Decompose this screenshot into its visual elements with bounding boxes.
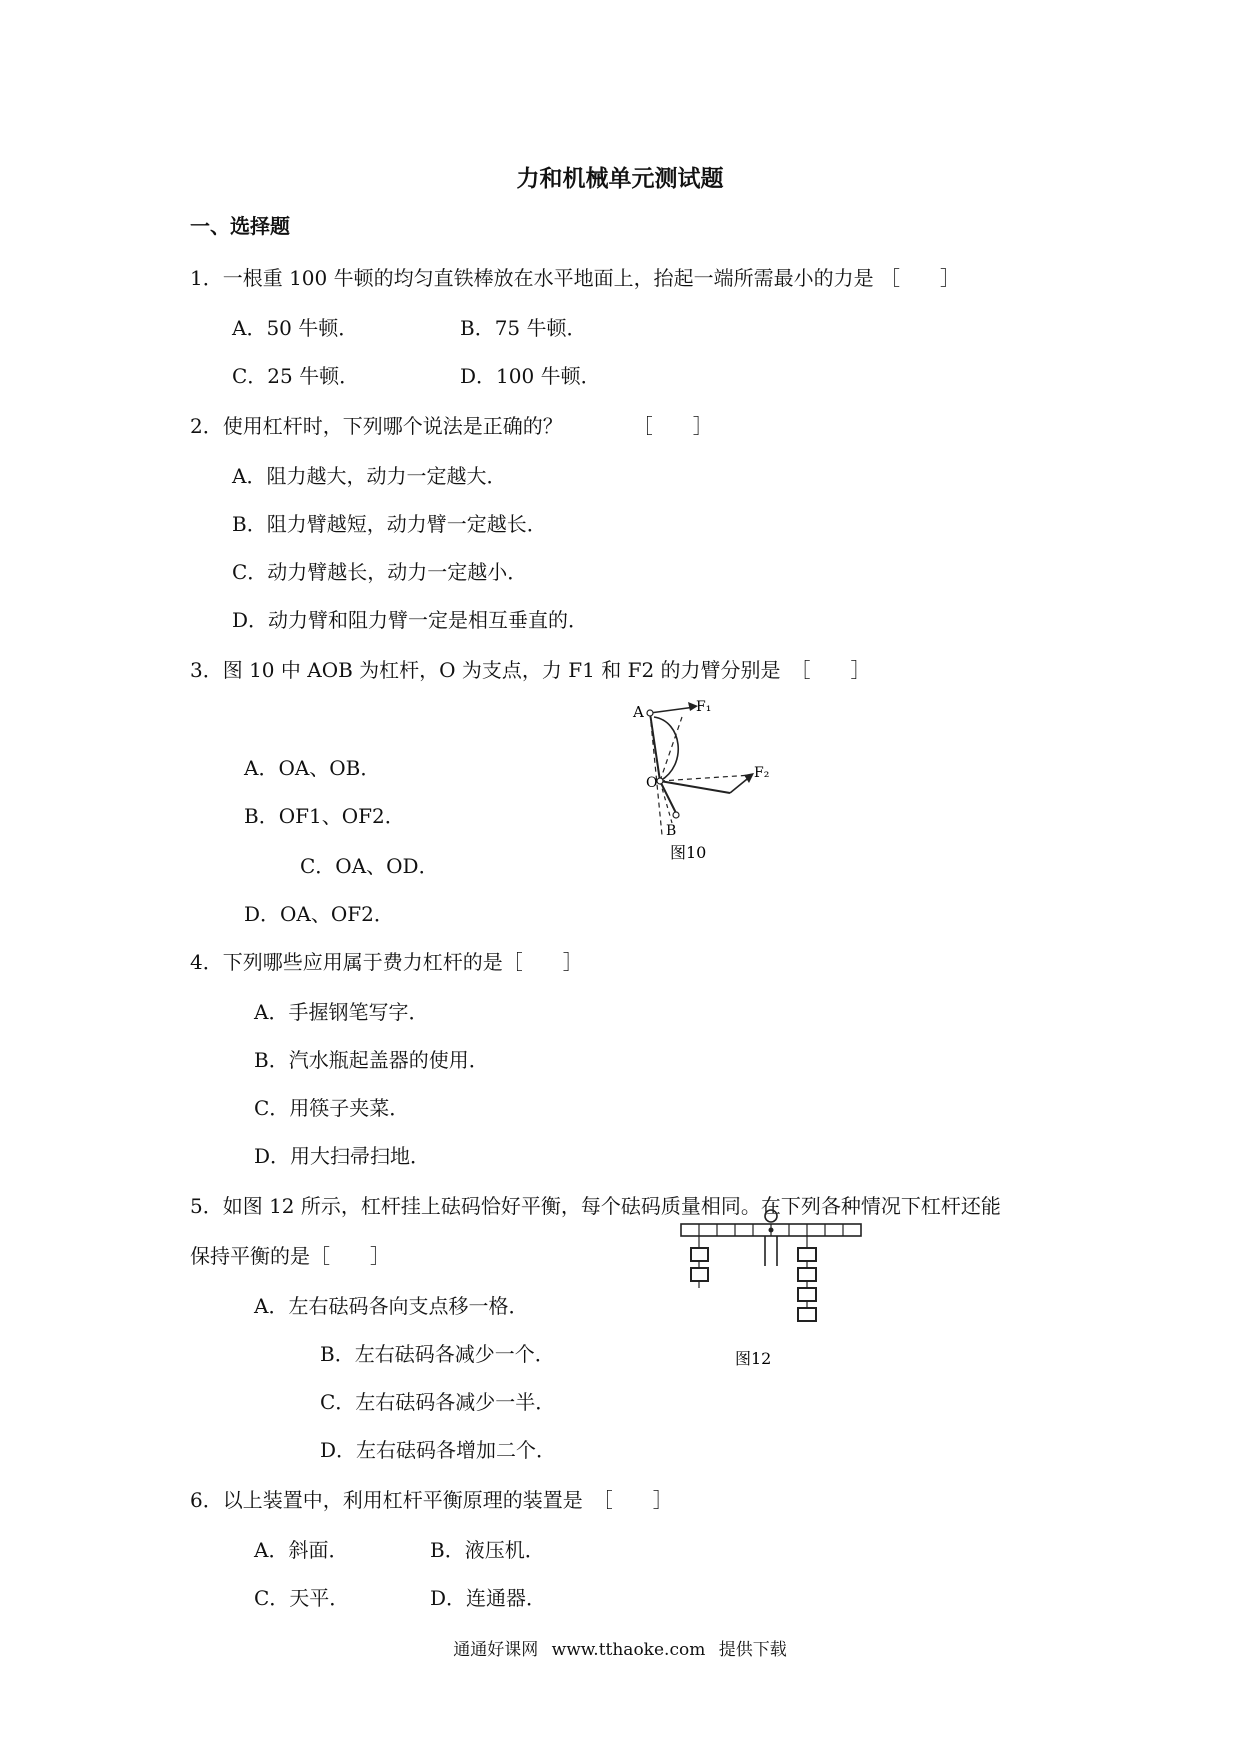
q1-option-d: D．100 牛顿．: [460, 364, 601, 388]
q6-option-c: C．天平．: [254, 1586, 350, 1610]
q1-option-c: C．25 牛顿．: [232, 364, 360, 388]
q6-option-a: A．斜面．: [254, 1538, 349, 1562]
q4-option-c: C．用筷子夹菜．: [254, 1096, 410, 1120]
figure-12-balance-lever: [675, 1208, 875, 1373]
q4-option-a: A．手握钢笔写字．: [254, 1000, 429, 1024]
fig10-label-f2: F₂: [754, 765, 770, 781]
q2-option-c: C．动力臂越长，动力一定越小．: [232, 560, 528, 584]
question-4: 4．下列哪些应用属于费力杠杆的是［ ］: [190, 950, 583, 974]
question-6: 6．以上装置中，利用杠杆平衡原理的装置是 ［ ］: [190, 1488, 673, 1512]
q3-option-b: B．OF1、OF2．: [244, 804, 405, 828]
question-2: 2．使用杠杆时，下列哪个说法是正确的？ ［ ］: [190, 414, 713, 438]
fig10-label-b: B: [666, 823, 677, 839]
figure-10-lever-diagram: [630, 695, 780, 870]
footer-site-name: 通通好课网: [453, 1640, 539, 1660]
q5-option-d: D．左右砝码各增加二个．: [320, 1438, 557, 1462]
q2-option-b: B．阻力臂越短，动力臂一定越长．: [232, 512, 547, 536]
q5-option-b: B．左右砝码各减少一个．: [320, 1342, 555, 1366]
q1-option-a: A．50 牛顿．: [232, 316, 359, 340]
fig10-label-f1: F₁: [696, 699, 712, 715]
page-footer: [0, 1635, 1240, 1660]
fig12-caption: 图12: [735, 1349, 772, 1368]
footer-suffix: 提供下载: [718, 1640, 787, 1660]
q2-option-a: A．阻力越大，动力一定越大．: [232, 464, 507, 488]
q5-option-a: A．左右砝码各向支点移一格．: [254, 1294, 529, 1318]
q6-option-b: B．液压机．: [430, 1538, 545, 1562]
q4-option-d: D．用大扫帚扫地．: [254, 1144, 431, 1168]
q1-option-b: B．75 牛顿．: [460, 316, 587, 340]
q4-option-b: B．汽水瓶起盖器的使用．: [254, 1048, 489, 1072]
q6-option-d: D．连通器．: [430, 1586, 547, 1610]
question-5-line-1: 5．如图 12 所示，杠杆挂上砝码恰好平衡，每个砝码质量相同。在下列各种情况下杠杆还能: [190, 1194, 1001, 1218]
fig10-label-o: O: [646, 775, 658, 791]
q3-option-a: A．OA、OB．: [244, 756, 381, 780]
question-3: 3．图 10 中 AOB 为杠杆，O 为支点，力 F1 和 F2 的力臂分别是 ［ ］: [190, 658, 871, 682]
question-1: 1．一根重 100 牛顿的均匀直铁棒放在水平地面上，抬起一端所需最小的力是 ［ ］: [190, 266, 960, 290]
page-title: 力和机械单元测试题: [516, 166, 724, 192]
q3-option-c: C．OA、OD．: [300, 854, 439, 878]
fig10-caption: 图10: [670, 843, 707, 862]
q5-option-c: C．左右砝码各减少一半．: [320, 1390, 556, 1414]
footer-url-link[interactable]: www.tthaoke.com: [551, 1640, 706, 1660]
question-5-line-2: 保持平衡的是［ ］: [190, 1244, 390, 1268]
q3-option-d: D．OA、OF2．: [244, 902, 394, 926]
q2-option-d: D．动力臂和阻力臂一定是相互垂直的．: [232, 608, 589, 632]
fig10-label-a: A: [633, 703, 644, 721]
section-heading: 一、选择题: [190, 214, 290, 238]
